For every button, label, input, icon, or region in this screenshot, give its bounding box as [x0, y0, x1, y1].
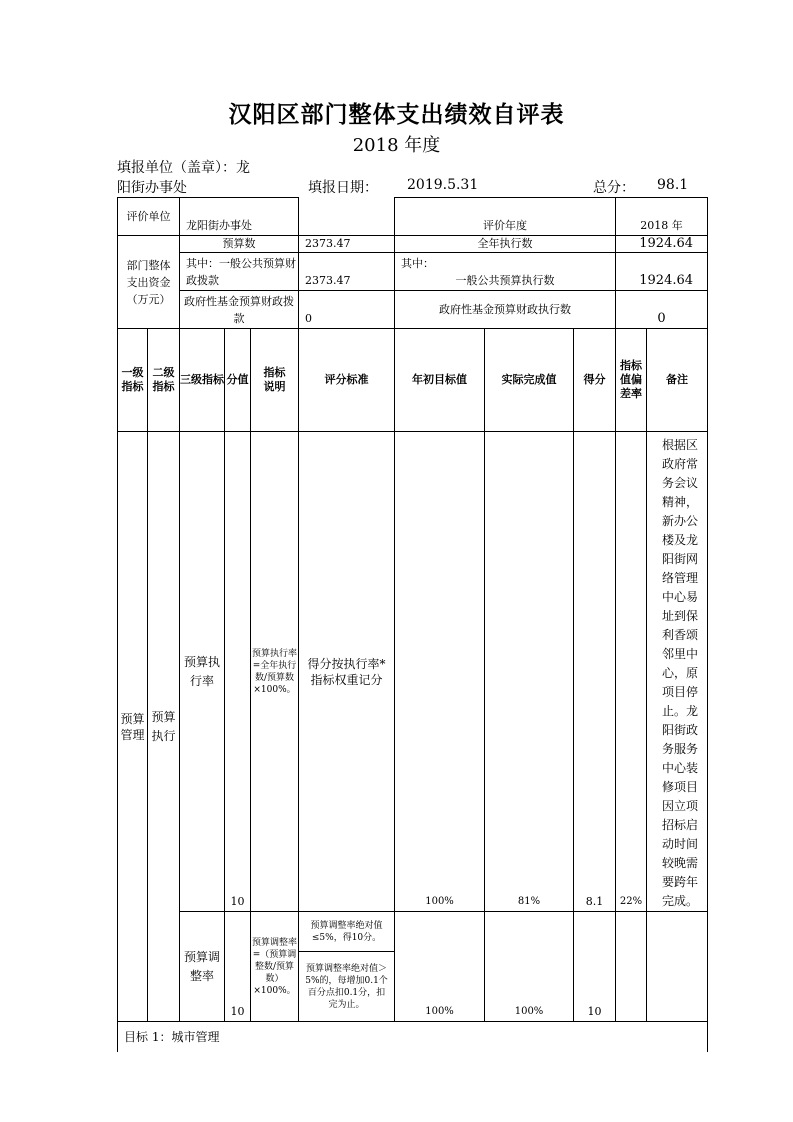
- header-score: 得分: [574, 329, 616, 432]
- weight-value: 10: [225, 432, 251, 912]
- score-value: 8.1: [574, 432, 616, 912]
- annual-exec-label: 全年执行数: [395, 236, 616, 253]
- target-value: 100%: [395, 432, 485, 912]
- table-row: [118, 912, 708, 952]
- budget-label: 预算数: [180, 236, 299, 253]
- score-value: 10: [574, 912, 616, 1022]
- header-level2: 二级指标: [148, 329, 180, 432]
- indicator-description: 预算执行率=全年执行数/预算数×100%。: [251, 432, 299, 912]
- evaluation-table: [117, 197, 708, 1052]
- eval-unit-value: 龙阳街办事处: [180, 198, 299, 236]
- document-subtitle: 2018 年度: [352, 135, 441, 156]
- general-exec-label-line2: 一般公共预算执行数: [455, 273, 555, 287]
- header-target: 年初目标值: [395, 329, 485, 432]
- deviation-value: [616, 912, 647, 1022]
- table-row: [118, 432, 708, 912]
- header-deviation: 指标值偏差率: [616, 329, 647, 432]
- level3-indicator: 预算调整率: [180, 912, 225, 1022]
- column-header-row: [118, 329, 708, 432]
- fund-budget-row: [118, 291, 708, 329]
- scoring-criteria-2: 预算调整率绝对值＞5%的，每增加0.1个百分点扣0.1分，扣完为止。: [299, 952, 395, 1022]
- annual-exec-value: 1924.64: [616, 236, 708, 253]
- eval-unit-label: 评价单位: [118, 198, 180, 236]
- document-title: 汉阳区部门整体支出绩效自评表: [228, 102, 565, 128]
- header-level1: 一级指标: [118, 329, 148, 432]
- scoring-criteria-1: 预算调整率绝对值≤5%，得10分。: [299, 912, 395, 952]
- eval-year-value: 2018 年: [616, 198, 708, 236]
- remark-text: 根据区政府常务会议精神，新办公楼及龙阳街网络管理中心易址到保利香颂邻里中心，原项目停止。龙阳街政务服务中心装修项目因立项招标启动时间较晚需要跨年完成。: [647, 432, 708, 912]
- eval-unit-row: [118, 198, 708, 236]
- weight-value: 10: [225, 912, 251, 1022]
- date-value: 2019.5.31: [407, 177, 479, 193]
- date-label: 填报日期：: [308, 180, 378, 196]
- actual-value: 100%: [485, 912, 574, 1022]
- fund-budget-value: 0: [299, 291, 395, 329]
- header-weight: 分值: [225, 329, 251, 432]
- scoring-criteria: 得分按执行率*指标权重记分: [299, 432, 395, 912]
- general-exec-label-line1: 其中：: [401, 256, 435, 270]
- target-value: 100%: [395, 912, 485, 1022]
- unit-label: 填报单位（盖章）：龙: [117, 160, 250, 176]
- goal-row: [118, 1022, 708, 1052]
- level2-indicator: 预算执行: [148, 432, 180, 1022]
- level1-indicator: 预算管理: [118, 432, 148, 1022]
- general-budget-value: 2373.47: [299, 253, 395, 291]
- header-criteria: 评分标准: [299, 329, 395, 432]
- fund-budget-label: 政府性基金预算财政拨款: [180, 291, 299, 329]
- deviation-value: 22%: [616, 432, 647, 912]
- level3-indicator: 预算执行率: [180, 432, 225, 912]
- general-exec-value: 1924.64: [616, 253, 708, 291]
- general-budget-label: 其中：一般公共预算财政拨款: [180, 253, 299, 291]
- budget-value: 2373.47: [299, 236, 395, 253]
- unit-label-continued: 阳街办事处: [117, 180, 187, 196]
- fund-exec-value: 0: [616, 291, 708, 329]
- actual-value: 81%: [485, 432, 574, 912]
- total-score-label: 总分：: [593, 180, 635, 196]
- remark-text: [647, 912, 708, 1022]
- budget-row: [118, 236, 708, 253]
- header-description: 指标说明: [251, 329, 299, 432]
- indicator-description: 预算调整率=（预算调整数/预算数）×100%。: [251, 912, 299, 1022]
- header-actual: 实际完成值: [485, 329, 574, 432]
- header-level3: 三级指标: [180, 329, 225, 432]
- goal-label: 目标 1：城市管理: [118, 1022, 708, 1052]
- header-remark: 备注: [647, 329, 708, 432]
- funds-label: 部门整体支出资金（万元）: [118, 236, 180, 329]
- eval-year-label: 评价年度: [395, 198, 616, 236]
- total-score-value: 98.1: [657, 177, 689, 193]
- fund-exec-label: 政府性基金预算财政执行数: [395, 291, 616, 329]
- general-budget-row: [118, 253, 708, 291]
- blank-cell: [299, 198, 395, 236]
- general-exec-label: [395, 253, 616, 291]
